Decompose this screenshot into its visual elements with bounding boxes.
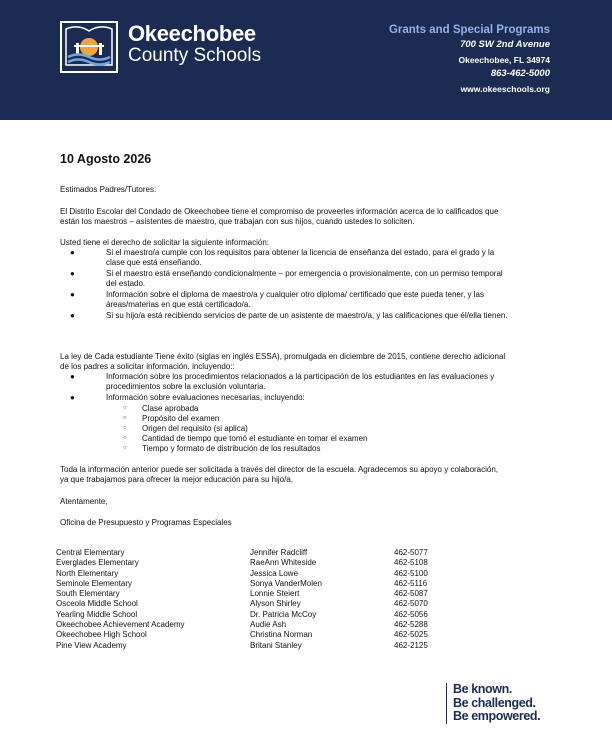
contact-phone: 462-5087 xyxy=(394,589,428,599)
essa-bullet-1-line-1: Información sobre los procedimientos relacionados a la participación de los estudiantes en las evaluaciones y xyxy=(106,372,495,381)
directory-row xyxy=(56,589,456,599)
bullet-icon: ● xyxy=(70,248,75,257)
tagline-line-3: Be empowered. xyxy=(453,709,541,723)
phone-number: 863-462-5000 xyxy=(490,68,550,79)
school-name: Okeechobee Achievement Academy xyxy=(56,620,185,630)
district-logo-icon xyxy=(60,21,118,73)
contact-name: Britani Stanley xyxy=(250,640,302,650)
essa-bullet-1-line-2: procedimientos sobre la exclusión voluntaria. xyxy=(106,382,266,391)
contact-block xyxy=(389,22,550,96)
contact-phone: 462-5288 xyxy=(394,620,428,630)
circle-bullet-icon: ○ xyxy=(123,445,127,451)
contact-phone: 462-5056 xyxy=(394,609,428,619)
street-address: 700 SW 2nd Avenue xyxy=(460,39,550,50)
bullet-1-line-1: Si el maestro/a cumple con los requisitos para obtener la licencia de enseñanza del estado, para el grado y la xyxy=(106,248,495,257)
paragraph-1-line-2: están los maestros – asistentes de maestro, que trabajan con sus hijos, cuando ustedes lo soliciten. xyxy=(60,217,415,226)
bullet-2-line-2: del estado. xyxy=(106,279,146,288)
circle-bullet-icon: ○ xyxy=(123,415,127,421)
contact-phone: 462-5025 xyxy=(394,630,428,640)
contact-name: Jennifer Radcliff xyxy=(250,548,308,557)
contact-name: Christina Norman xyxy=(250,630,313,640)
school-contact-directory xyxy=(56,548,456,651)
school-name: Seminole Elementary xyxy=(56,578,133,588)
greeting: Estimados Padres/Tutores: xyxy=(60,185,157,194)
letter-date: 10 Agosto 2026 xyxy=(60,152,152,166)
subitem: Tiempo y formato de distribución de los resultados xyxy=(142,444,321,453)
subitem: Clase aprobada xyxy=(142,404,199,413)
school-name: Everglades Elementary xyxy=(56,558,139,568)
school-name: Osceola Middle School xyxy=(56,599,138,609)
essa-bullet-2: Información sobre evaluaciones necesarias, incluyendo: xyxy=(106,393,305,402)
directory-row xyxy=(56,641,456,651)
tagline-line-1: Be known. xyxy=(453,682,512,696)
office-signature: Oficina de Presupuesto y Programas Especiales xyxy=(60,518,232,527)
contact-phone: 462-2125 xyxy=(394,640,428,650)
paragraph-1-line-1: El Distrito Escolar del Condado de Okeechobee tiene el compromiso de proveerles información acerca de lo calificados que xyxy=(60,207,499,216)
bullet-3-line-2: áreas/materias en que está certificado/a. xyxy=(106,300,251,309)
contact-name: Dr. Patricia McCoy xyxy=(250,609,317,619)
contact-name: Lonnie Steiert xyxy=(250,589,300,599)
circle-bullet-icon: ○ xyxy=(123,435,127,441)
contact-phone: 462-5116 xyxy=(394,578,428,588)
contact-phone: 462-5100 xyxy=(394,568,428,578)
bullet-icon: ● xyxy=(70,290,75,299)
school-name: Central Elementary xyxy=(56,548,125,557)
circle-bullet-icon: ○ xyxy=(123,405,127,411)
school-name: Okeechobee High School xyxy=(56,630,147,640)
brand-subtitle: County Schools xyxy=(128,45,262,66)
directory-row xyxy=(56,630,456,640)
contact-phone: 462-5108 xyxy=(394,558,428,568)
subitem: Cantidad de tiempo que tomó el estudiante en tomar el examen xyxy=(142,434,368,443)
subitem: Propósito del examen xyxy=(142,414,220,423)
paragraph-3-line-2: de los padres a solicitar información, incluyendo:: xyxy=(60,362,235,371)
subitem: Origen del requisito (si aplica) xyxy=(142,424,248,433)
contact-name: Alyson Shirley xyxy=(250,599,301,609)
paragraph-3-line-1: La ley de Cada estudiante Tiene éxito (siglas en inglés ESSA), promulgada en diciembre de 2015, contiene derecho adicional xyxy=(60,352,506,361)
school-name: Pine View Academy xyxy=(56,640,127,650)
bullet-icon: ● xyxy=(70,372,75,381)
circle-bullet-icon: ○ xyxy=(123,425,127,431)
directory-row xyxy=(56,579,456,589)
directory-row xyxy=(56,599,456,609)
directory-row xyxy=(56,620,456,630)
closing: Atentamente, xyxy=(60,497,108,506)
letterhead-banner xyxy=(0,0,612,120)
city-state-zip: Okeechobee, FL 34974 xyxy=(458,54,550,65)
bullet-icon: ● xyxy=(70,393,75,402)
district-tagline xyxy=(446,683,540,724)
bullet-3-line-1: Información sobre el diploma de maestro/a y cualquier otro diploma/ certificado que este pueda tener, y las xyxy=(106,290,484,299)
contact-name: Sonya VanderMolen xyxy=(250,578,322,588)
directory-row xyxy=(56,569,456,579)
rights-intro: Usted tiene el derecho de solicitar la siguiente información: xyxy=(60,238,270,247)
contact-name: Audie Ash xyxy=(250,620,287,630)
contact-phone: 462-5077 xyxy=(394,548,428,557)
bullet-4-line-1: Si su hijo/a está recibiendo servicios de parte de un asistente de maestro/a, y las calificaciones que él/ella tienen. xyxy=(106,311,508,320)
directory-row xyxy=(56,610,456,620)
bullet-2-line-1: Si el maestro está enseñando condicionalmente – por emergencia o provisionalmente, con un permiso temporal xyxy=(106,269,503,278)
department-name: Grants and Special Programs xyxy=(388,24,550,36)
tagline-line-2: Be challenged. xyxy=(453,695,536,710)
school-name: South Elementary xyxy=(56,589,120,599)
contact-name: Jessica Lowe xyxy=(250,568,299,578)
directory-row xyxy=(56,548,456,558)
contact-phone: 462-5070 xyxy=(394,599,428,609)
school-name: Yearling Middle School xyxy=(56,609,138,619)
brand-name: Okeechobee xyxy=(128,21,256,46)
website-link[interactable]: www.okeeschools.org xyxy=(460,83,550,94)
paragraph-4-line-2: ya que trabajamos para ofrecer la mejor educación para su hijo/a. xyxy=(60,475,294,484)
school-name: North Elementary xyxy=(56,568,119,578)
directory-row xyxy=(56,558,456,568)
paragraph-4-line-1: Toda la información anterior puede ser solicitada a través del director de la escuela. Agradecemos su apoyo y colaboración, xyxy=(60,465,499,474)
bullet-icon: ● xyxy=(70,269,75,278)
bullet-icon: ● xyxy=(70,311,75,320)
bullet-1-line-2: clase que está enseñando. xyxy=(106,258,202,267)
contact-name: RaeAnn Whiteside xyxy=(250,558,317,568)
